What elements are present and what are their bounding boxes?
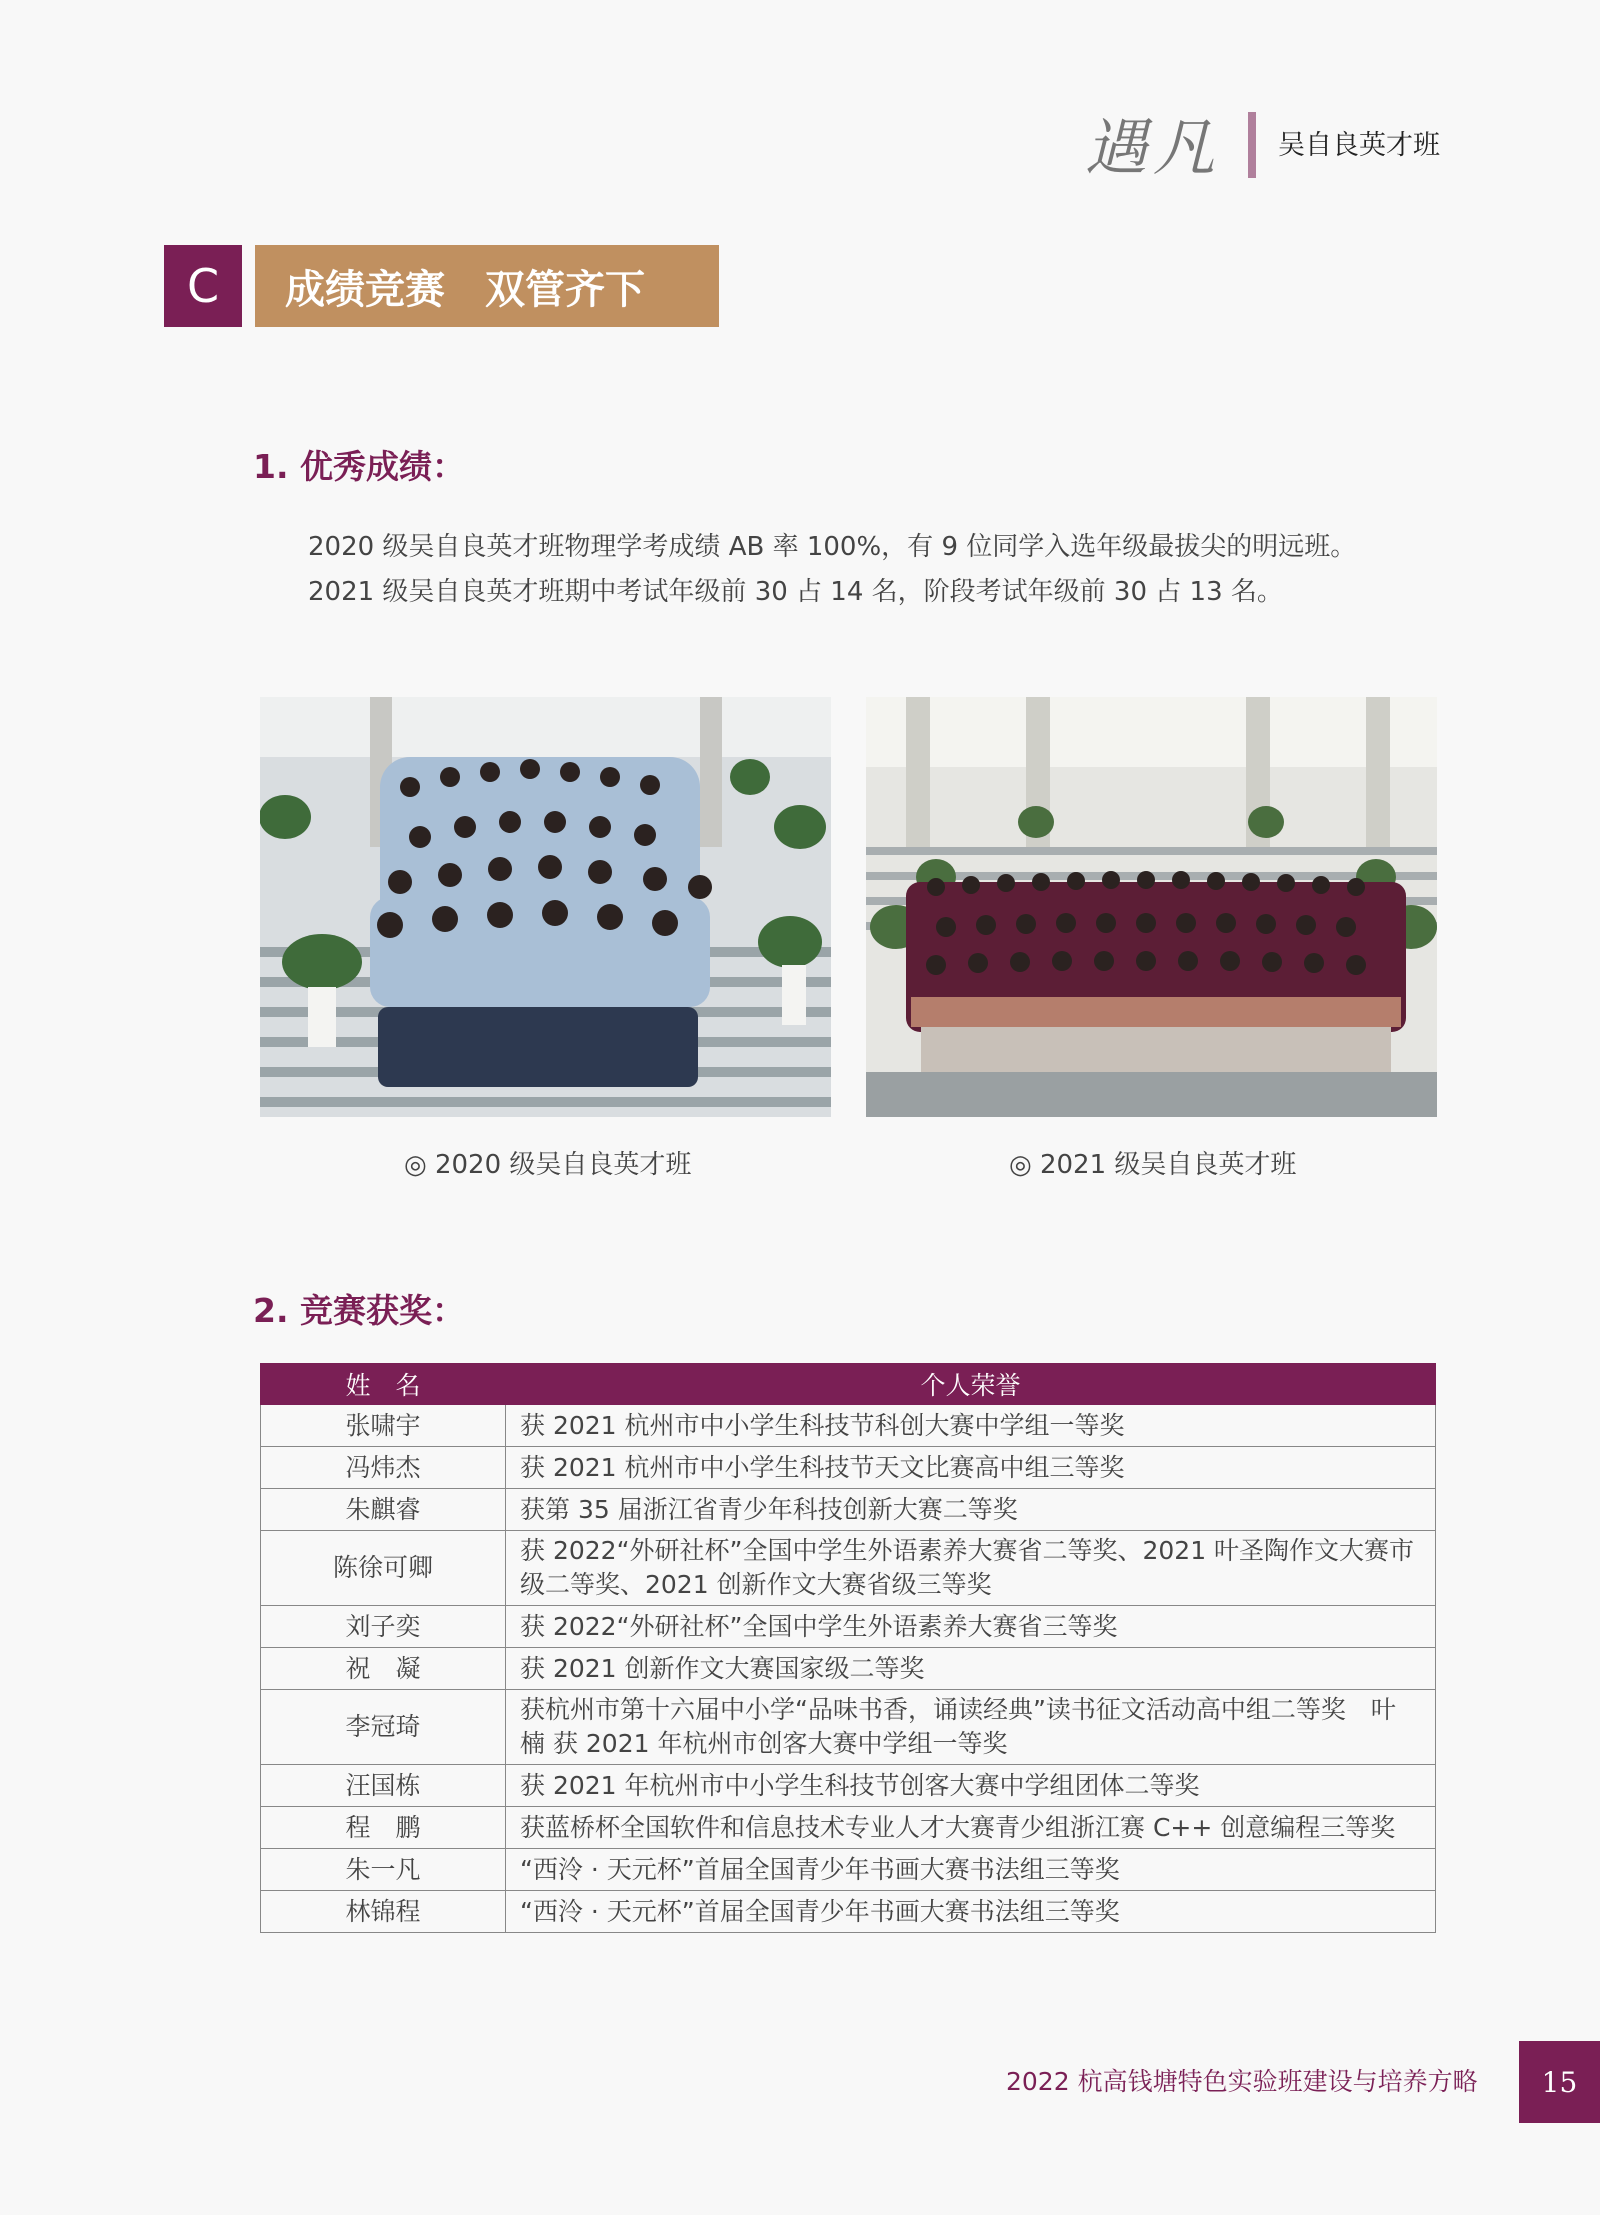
header-divider	[1248, 112, 1256, 178]
student-name: 刘子奕	[261, 1606, 506, 1648]
photo-caption-2020: ◎ 2020 级吴自良英才班	[404, 1150, 692, 1180]
paragraph-line: 2021 级吴自良英才班期中考试年级前 30 占 14 名，阶段考试年级前 30 占 13 名。	[308, 577, 1283, 607]
header-title: 吴自良英才班	[1278, 130, 1440, 161]
heading-excellent-scores: 1. 优秀成绩：	[253, 447, 465, 486]
footer-title: 2022 杭高钱塘特色实验班建设与培养方略	[1006, 2067, 1478, 2096]
student-name: 程 鹏	[261, 1807, 506, 1849]
class-photo-2021	[866, 697, 1437, 1117]
student-name: 冯炜杰	[261, 1447, 506, 1489]
table-row	[261, 1891, 1436, 1933]
column-header-name: 姓 名	[261, 1364, 506, 1405]
table-row	[261, 1405, 1436, 1447]
awards-table	[260, 1363, 1436, 1933]
section-title: 成绩竞赛 双管齐下	[255, 245, 719, 327]
photo-caption-2021: ◎ 2021 级吴自良英才班	[1009, 1150, 1297, 1180]
table-row	[261, 1606, 1436, 1648]
student-honor: 获 2021 创新作文大赛国家级二等奖	[506, 1648, 1436, 1690]
student-name: 汪国栋	[261, 1765, 506, 1807]
class-photo-2020-illustration	[260, 697, 831, 1117]
header-logo: 遇凡	[1085, 111, 1222, 184]
class-photo-2021-illustration	[866, 697, 1437, 1117]
student-honor: 获 2022“外研社杯”全国中学生外语素养大赛省三等奖	[506, 1606, 1436, 1648]
student-honor: 获 2021 杭州市中小学生科技节科创大赛中学组一等奖	[506, 1405, 1436, 1447]
page-number: 15	[1519, 2041, 1600, 2123]
student-honor: 获第 35 届浙江省青少年科技创新大赛二等奖	[506, 1489, 1436, 1531]
student-honor: 获杭州市第十六届中小学“品味书香，诵读经典”读书征文活动高中组二等奖 叶 楠 获 2021 年杭州市创客大赛中学组一等奖	[506, 1690, 1436, 1765]
student-honor: 获 2021 杭州市中小学生科技节天文比赛高中组三等奖	[506, 1447, 1436, 1489]
student-name: 李冠琦	[261, 1690, 506, 1765]
student-honor: 获 2021 年杭州市中小学生科技节创客大赛中学组团体二等奖	[506, 1765, 1436, 1807]
student-honor: 获 2022“外研社杯”全国中学生外语素养大赛省二等奖、2021 叶圣陶作文大赛市级二等奖、2021 创新作文大赛省级三等奖	[506, 1531, 1436, 1606]
table-row	[261, 1849, 1436, 1891]
paragraph-line: 2020 级吴自良英才班物理学考成绩 AB 率 100%，有 9 位同学入选年级最拔尖的明远班。	[308, 532, 1357, 562]
column-header-honor: 个人荣誉	[506, 1364, 1436, 1405]
class-photo-2020	[260, 697, 831, 1117]
table-row	[261, 1690, 1436, 1765]
student-name: 陈徐可卿	[261, 1531, 506, 1606]
student-honor: 获蓝桥杯全国软件和信息技术专业人才大赛青少组浙江赛 C++ 创意编程三等奖	[506, 1807, 1436, 1849]
student-name: 林锦程	[261, 1891, 506, 1933]
table-row	[261, 1765, 1436, 1807]
student-honor: “西泠 · 天元杯”首届全国青少年书画大赛书法组三等奖	[506, 1849, 1436, 1891]
student-honor: “西泠 · 天元杯”首届全国青少年书画大赛书法组三等奖	[506, 1891, 1436, 1933]
student-name: 朱一凡	[261, 1849, 506, 1891]
table-header-row	[261, 1364, 1436, 1405]
table-row	[261, 1489, 1436, 1531]
table-row	[261, 1531, 1436, 1606]
student-name: 祝 凝	[261, 1648, 506, 1690]
student-name: 朱麒睿	[261, 1489, 506, 1531]
section-letter-badge: C	[164, 245, 242, 327]
table-row	[261, 1447, 1436, 1489]
student-name: 张啸宇	[261, 1405, 506, 1447]
table-row	[261, 1807, 1436, 1849]
heading-competition-awards: 2. 竞赛获奖：	[253, 1291, 465, 1330]
table-row	[261, 1648, 1436, 1690]
